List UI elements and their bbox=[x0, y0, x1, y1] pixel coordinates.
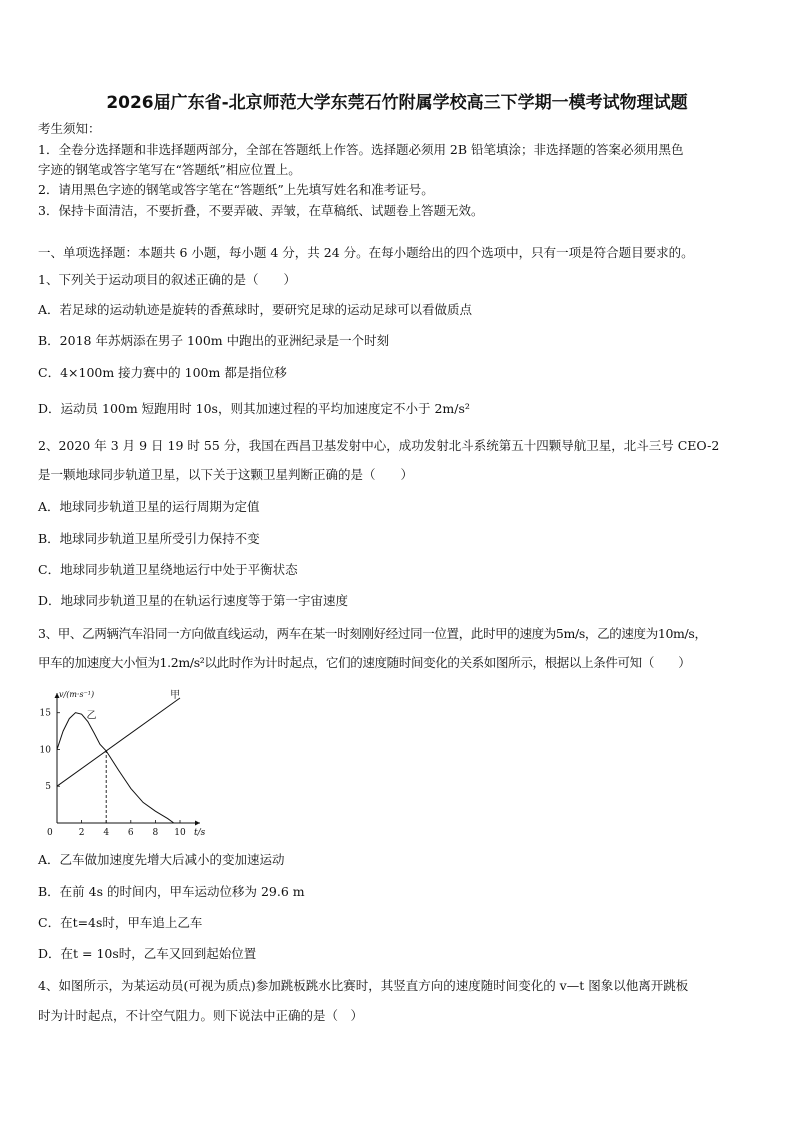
q2-option-b: B．地球同步轨道卫星所受引力保持不变 bbox=[38, 531, 260, 546]
q1-option-b: B．2018 年苏炳添在男子 100m 中跑出的亚洲纪录是一个时刻 bbox=[38, 333, 390, 348]
notice-item: 3．保持卡面清洁，不要折叠，不要弄破、弄皱，在草稿纸、试题卷上答题无效。 bbox=[38, 203, 484, 218]
q1-option-d: D．运动员 100m 短跑用时 10s，则其加速过程的平均加速度定不小于 2m/s² bbox=[38, 401, 470, 416]
velocity-time-chart bbox=[30, 683, 220, 843]
q4-stem-line: 4、如图所示，为某运动员(可视为质点)参加跳板跳水比赛时，其竖直方向的速度随时间变化的 v—t 图象以他离开跳板 bbox=[38, 978, 689, 993]
series-label-jia: 甲 bbox=[170, 689, 181, 701]
y-tick-label: 15 bbox=[39, 708, 51, 719]
q2-stem-line: 2、2020 年 3 月 9 日 19 时 55 分，我国在西昌卫基发射中心，成功发射北斗系统第五十四颗导航卫星，北斗三号 CEO-2 bbox=[38, 438, 720, 453]
x-axis-arrow bbox=[195, 821, 200, 826]
exam-title: 2026届广东省-北京师范大学东莞石竹附属学校高三下学期一模考试物理试题 bbox=[106, 93, 688, 113]
y-tick-label: 10 bbox=[39, 745, 51, 756]
section-heading: 一、单项选择题：本题共 6 小题，每小题 4 分，共 24 分。在每小题给出的四个选项中，只有一项是符合题目要求的。 bbox=[38, 245, 694, 260]
q2-stem-line: 是一颗地球同步轨道卫星，以下关于这颗卫星判断正确的是（ ） bbox=[38, 467, 414, 482]
series-line-yi bbox=[57, 713, 174, 823]
q1-option-c: C．4×100m 接力赛中的 100m 都是指位移 bbox=[38, 365, 287, 380]
y-axis-label: v/(m·s⁻¹) bbox=[59, 690, 95, 699]
x-tick-label: 4 bbox=[103, 828, 110, 838]
notice-heading: 考生须知： bbox=[38, 121, 101, 136]
q3-stem-line: 3、甲、乙两辆汽车沿同一方向做直线运动，两车在某一时刻刚好经过同一位置，此时甲的速度为5m/s，乙的速度为10m/s， bbox=[38, 626, 707, 641]
q3-option-c: C．在t=4s时，甲车追上乙车 bbox=[38, 915, 203, 930]
q3-option-d: D．在t = 10s时，乙车又回到起始位置 bbox=[38, 946, 257, 961]
q2-option-d: D．地球同步轨道卫星的在轨运行速度等于第一宇宙速度 bbox=[38, 593, 349, 608]
q2-option-c: C．地球同步轨道卫星绕地运行中处于平衡状态 bbox=[38, 562, 298, 577]
notice-item: 1．全卷分选择题和非选择题两部分，全部在答题纸上作答。选择题必须用 2B 铅笔填涂；非选择题的答案必须用黑色 bbox=[38, 142, 684, 157]
origin-label: 0 bbox=[47, 828, 53, 838]
series-label-yi: 乙 bbox=[86, 710, 97, 722]
notice-item: 2．请用黑色字迹的钢笔或答字笔在“答题纸”上先填写姓名和准考证号。 bbox=[38, 182, 434, 197]
q3-option-a: A．乙车做加速度先增大后减小的变加速运动 bbox=[38, 852, 285, 867]
notice-item: 字迹的钢笔或答字笔写在“答题纸”相应位置上。 bbox=[38, 162, 301, 177]
q1-option-a: A．若足球的运动轨迹是旋转的香蕉球时，要研究足球的运动足球可以看做质点 bbox=[38, 302, 473, 317]
q2-option-a: A．地球同步轨道卫星的运行周期为定值 bbox=[38, 499, 260, 514]
x-tick-label: 6 bbox=[127, 828, 134, 838]
q4-stem-line: 时为计时起点，不计空气阻力。则下说法中正确的是（ ） bbox=[38, 1008, 364, 1023]
series-line-jia bbox=[57, 698, 180, 786]
x-tick-label: 2 bbox=[78, 828, 85, 838]
q1-stem: 1、下列关于运动项目的叙述正确的是（ ） bbox=[38, 272, 296, 287]
x-tick-label: 8 bbox=[152, 828, 159, 838]
y-tick-label: 5 bbox=[45, 782, 51, 793]
q3-option-b: B．在前 4s 的时间内，甲车运动位移为 29.6 m bbox=[38, 884, 305, 899]
x-tick-label: 10 bbox=[174, 828, 186, 838]
x-axis-label: t/s bbox=[194, 828, 206, 838]
q3-stem-line: 甲车的加速度大小恒为1.2m/s²以此时作为计时起点，它们的速度随时间变化的关系如图所示，根据以上条件可知（ ） bbox=[38, 655, 691, 670]
